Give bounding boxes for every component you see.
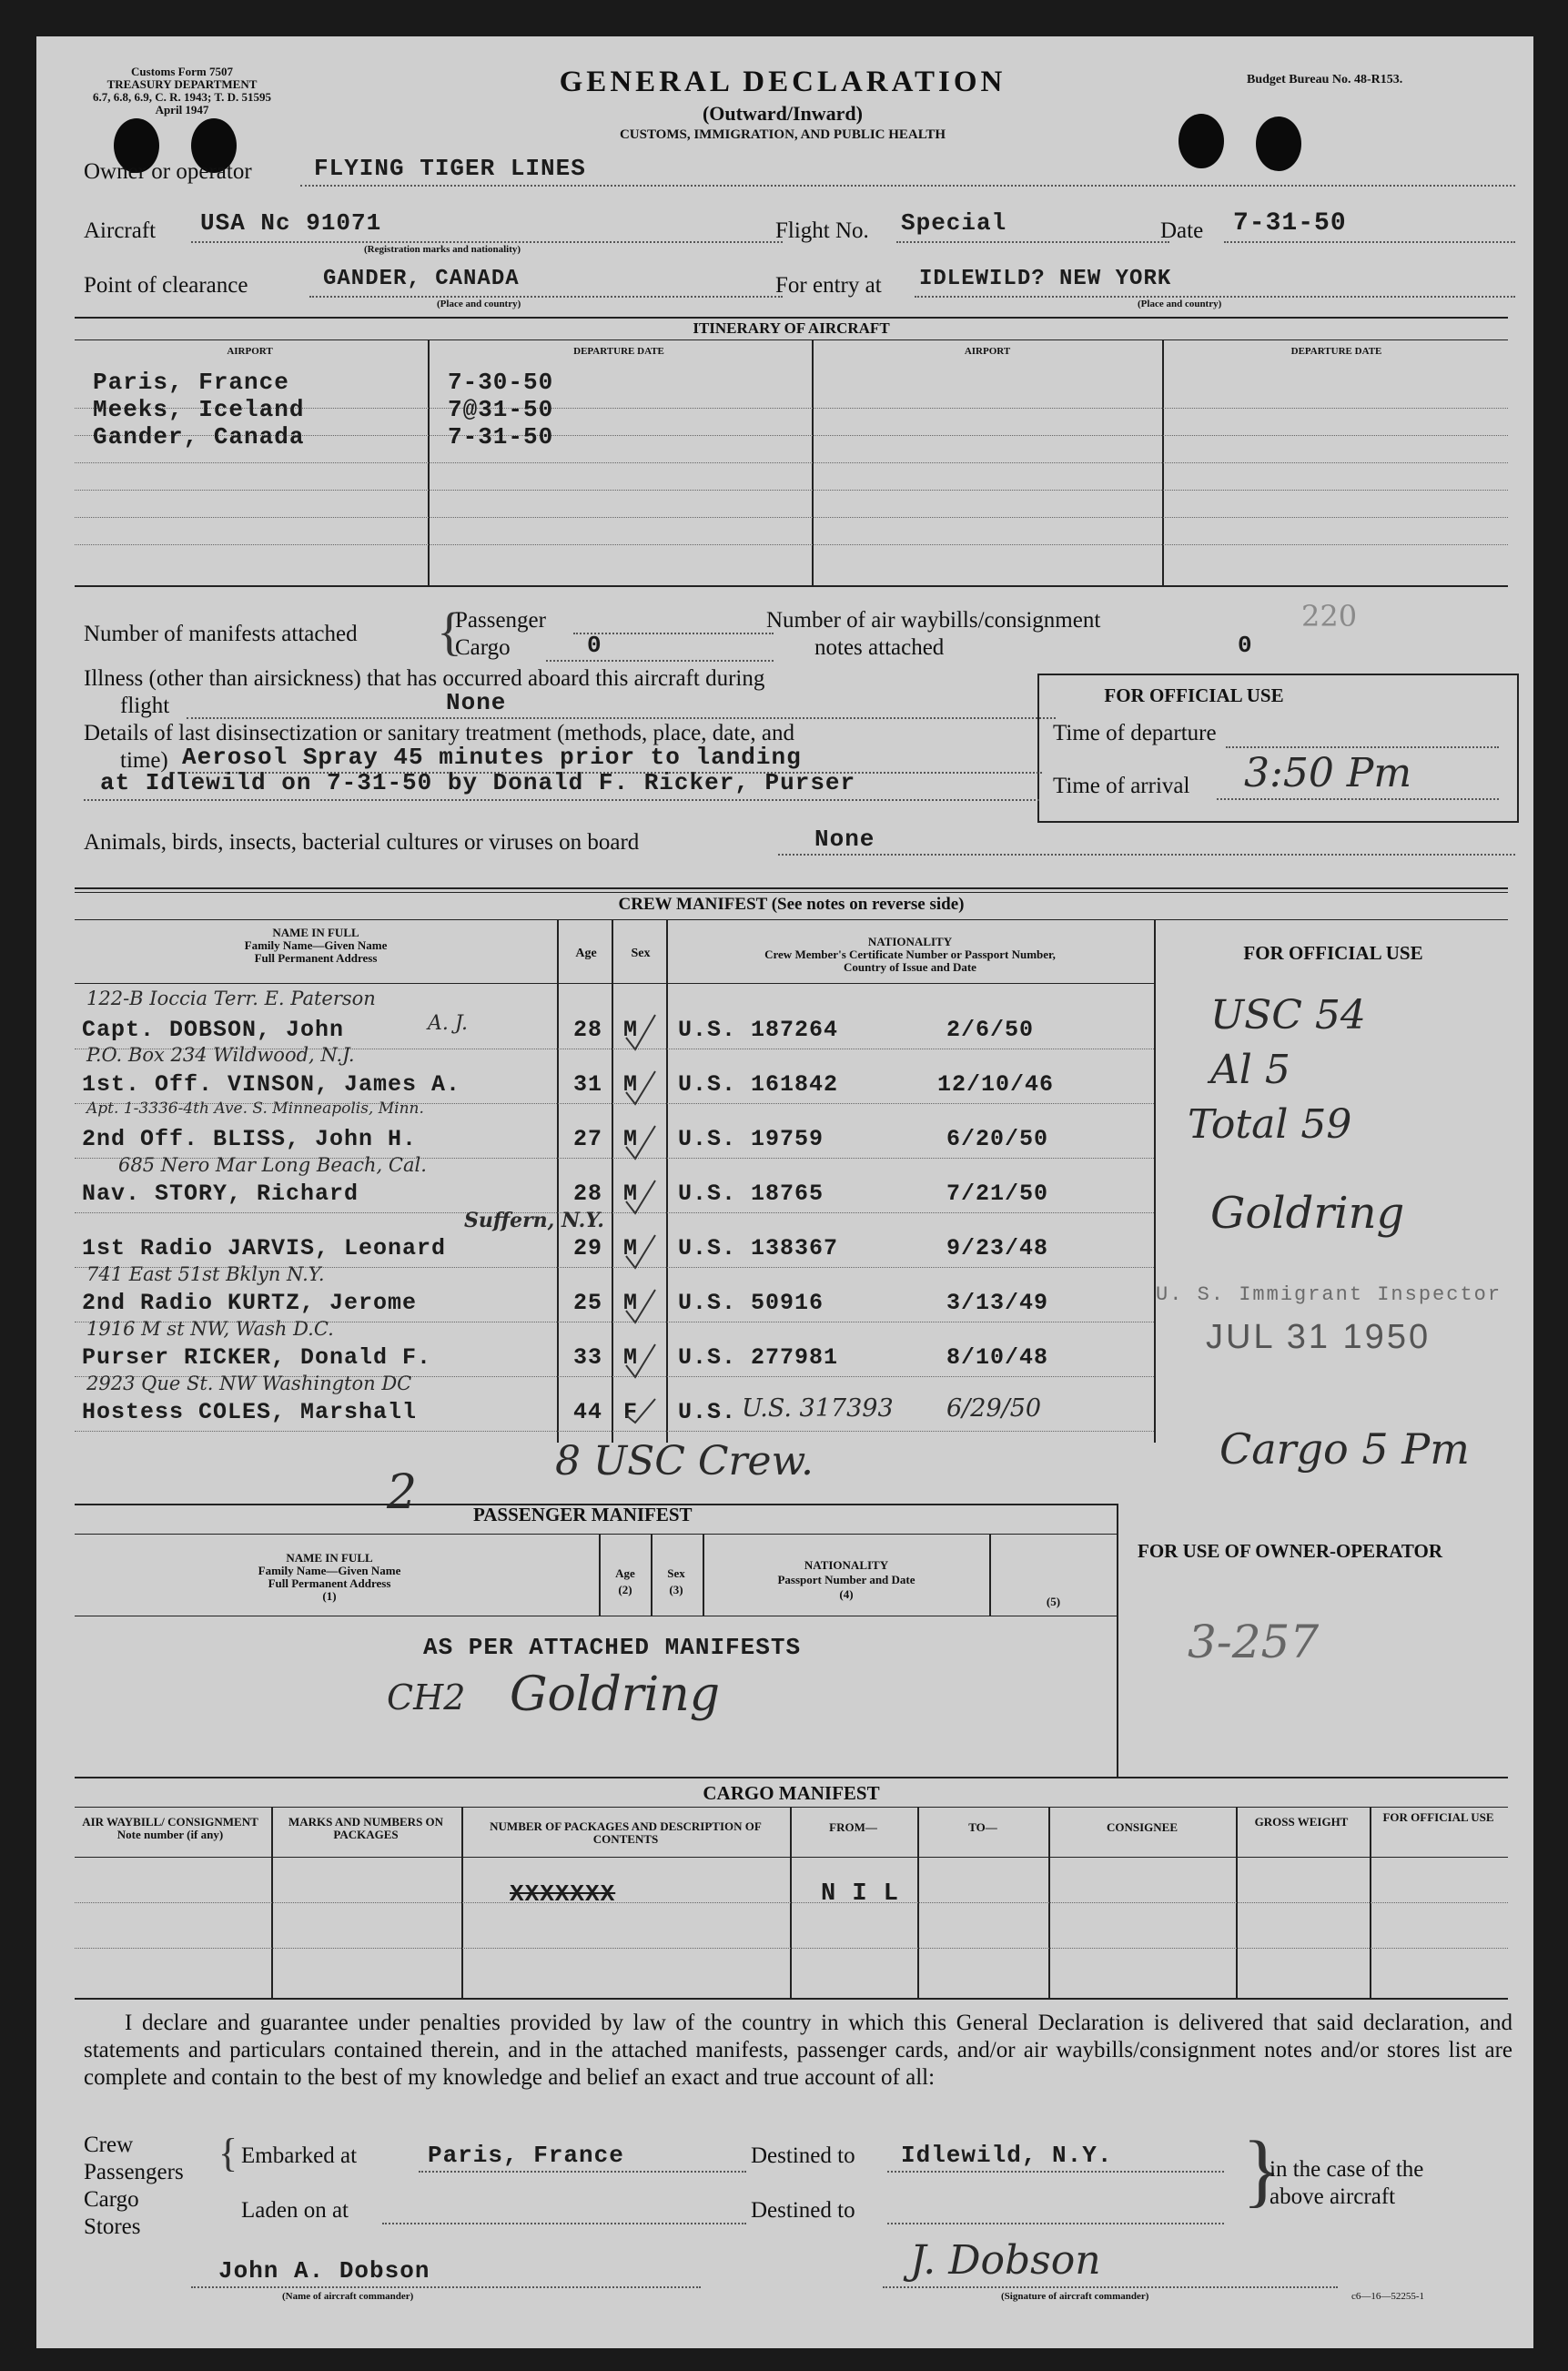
crew-sex: M <box>623 1290 639 1316</box>
crew-address: 685 Nero Mar Long Beach, Cal. <box>118 1154 427 1176</box>
form-id <box>73 66 291 117</box>
crew-name: 1st. Off. VINSON, James A. <box>82 1071 461 1098</box>
passenger-col-nat-num: (4) <box>839 1587 854 1601</box>
crew-title: CREW MANIFEST (See notes on reverse side) <box>618 895 965 914</box>
waybills-faint-number: 220 <box>1301 599 1358 633</box>
cargo-count-value: 0 <box>587 632 602 659</box>
crew-sex: M <box>623 1235 639 1261</box>
passenger-col-name-sub: Family Name—Given Name <box>258 1564 401 1577</box>
cargo-col-to: TO— <box>968 1820 997 1834</box>
crew-address: P.O. Box 234 Wildwood, N.J. <box>86 1044 355 1066</box>
form-title: GENERAL DECLARATION <box>559 66 1007 98</box>
owner-label: Owner or operator <box>84 159 252 184</box>
crew-sex: M <box>623 1071 639 1098</box>
passenger-col-nat-sub: Passport Number and Date <box>777 1573 916 1586</box>
passenger-col-age-num: (2) <box>618 1583 632 1596</box>
crew-sex: M <box>623 1180 639 1207</box>
animals-label: Animals, birds, insects, bacterial cultures or viruses on board <box>84 830 640 855</box>
entry-value: IDLEWILD? NEW YORK <box>919 267 1172 291</box>
cargo-col-packages: NUMBER OF PACKAGES AND DESCRIPTION OF CONTENTS <box>490 1819 762 1846</box>
crew-passport: U.S. 50916 <box>678 1290 824 1316</box>
category-crew: Crew <box>84 2133 134 2157</box>
category-passengers: Passengers <box>84 2160 184 2184</box>
illness-label-2: flight <box>120 694 170 718</box>
cargo-contents: XXXXXXX <box>510 1880 616 1908</box>
crew-passport-date: 6/29/50 <box>946 1394 1042 1423</box>
declaration-form <box>36 36 1533 2348</box>
print-code: c6—16—52255-1 <box>1351 2291 1425 2302</box>
passenger-count-handwritten: 2 <box>387 1465 418 1520</box>
crew-passport-date: 8/10/48 <box>946 1344 1049 1371</box>
crew-age: 27 <box>573 1126 603 1152</box>
form-agencies: CUSTOMS, IMMIGRATION, AND PUBLIC HEALTH <box>619 127 946 142</box>
passenger-signature: Goldring <box>510 1667 721 1722</box>
passenger-col-nat-title: NATIONALITY <box>804 1558 889 1572</box>
passenger-col-name-sub2: Full Permanent Address <box>268 1576 391 1590</box>
cargo-col-weight: GROSS WEIGHT <box>1254 1815 1349 1829</box>
commander-name: John A. Dobson <box>218 2257 430 2285</box>
passenger-count-label: Passenger <box>455 608 546 633</box>
passenger-col-age <box>602 1565 648 1598</box>
animals-value: None <box>814 826 875 853</box>
crew-passport-date: 7/21/50 <box>946 1180 1049 1207</box>
crew-col-name-sub: Family Name—Given Name <box>244 938 388 952</box>
crew-passport-prefix: U.S. <box>678 1399 737 1425</box>
crew-passport-date: 3/13/49 <box>946 1290 1049 1316</box>
itinerary-airport: Meeks, Iceland <box>93 396 305 423</box>
crew-col-nat-sub: Crew Member's Certificate Number or Passport Number, <box>764 947 1056 961</box>
waybills-label-2: notes attached <box>814 635 945 660</box>
disinsect-value-1: Aerosol Spray 45 minutes prior to landing <box>182 744 802 771</box>
department: TREASURY DEPARTMENT <box>106 77 258 91</box>
crew-name: 2nd Off. BLISS, John H. <box>82 1126 418 1152</box>
crew-name: 1st Radio JARVIS, Leonard <box>82 1235 447 1261</box>
crew-address: 741 East 51st Bklyn N.Y. <box>86 1263 325 1285</box>
itinerary-airport: Gander, Canada <box>93 423 305 451</box>
owner-operator-use: FOR USE OF OWNER-OPERATOR <box>1138 1540 1443 1562</box>
official-usc-count: USC 54 <box>1210 992 1366 1039</box>
crew-age: 28 <box>573 1017 603 1043</box>
arrival-time-label: Time of arrival <box>1053 774 1190 798</box>
destined-label: Destined to <box>751 2143 855 2168</box>
crew-name: Hostess COLES, Marshall <box>82 1399 418 1425</box>
immigrant-inspector-stamp: U. S. Immigrant Inspector <box>1156 1283 1502 1306</box>
crew-age: 25 <box>573 1290 603 1316</box>
disinsect-label: Details of last disinsectization or sanitary treatment (methods, place, date, and <box>84 721 794 745</box>
cargo-col-waybill: AIR WAYBILL/ CONSIGNMENT Note number (if any) <box>82 1815 258 1841</box>
crew-passport: U.S. 19759 <box>678 1126 824 1152</box>
declaration-categories <box>84 2132 184 2241</box>
crew-address: Suffern, N.Y. <box>464 1209 604 1232</box>
cargo-from: N I L <box>821 1880 900 1908</box>
crew-address: 2923 Que St. NW Washington DC <box>86 1373 412 1394</box>
crew-passport: U.S. 187264 <box>678 1017 839 1043</box>
declaration-text: I declare and guarantee under penalties provided by law of the country in which this General Declaration is delivered that said declaration, and statements and particulars contained therein, and in the attached manifests, passenger cards, and/or air waybills/consignment notes and/or stores list are complete and contain to the best of my knowledge and belief an exact and true account of all: <box>84 2011 1512 2090</box>
crew-age: 31 <box>573 1071 603 1098</box>
categories-brace: { <box>218 2131 238 2175</box>
crew-address: Apt. 1-3336-4th Ave. S. Minneapolis, Minn. <box>86 1099 424 1118</box>
cargo-title: CARGO MANIFEST <box>703 1782 880 1804</box>
inspection-date-stamp: JUL 31 1950 <box>1206 1318 1431 1356</box>
official-signature: Goldring <box>1210 1188 1405 1239</box>
official-use-box <box>1037 674 1519 823</box>
crew-col-name-sub2: Full Permanent Address <box>254 951 378 965</box>
passenger-col-name <box>75 1552 584 1603</box>
form-date: April 1947 <box>155 103 209 117</box>
itinerary-header-airport-2: AIRPORT <box>964 346 1011 357</box>
itinerary-header-airport: AIRPORT <box>227 346 273 357</box>
laden-label: Laden on at <box>241 2198 349 2223</box>
disinsect-label-2: time) <box>120 748 168 773</box>
embarked-label: Embarked at <box>241 2143 358 2168</box>
crew-passport: U.S. 18765 <box>678 1180 824 1207</box>
budget-number: Budget Bureau No. 48-R153. <box>1247 73 1403 86</box>
crew-name-handwritten: A. J. <box>428 1012 468 1035</box>
entry-label: For entry at <box>775 273 882 298</box>
passenger-col-age-title: Age <box>615 1566 635 1580</box>
crew-passport: U.S. 161842 <box>678 1071 839 1098</box>
passenger-col-sex <box>653 1565 699 1598</box>
itinerary-date: 7@31-50 <box>448 396 554 423</box>
crew-col-sex: Sex <box>631 947 651 960</box>
manifests-label: Number of manifests attached <box>84 622 358 646</box>
passenger-col-sex-num: (3) <box>669 1583 683 1596</box>
commander-signature-note: (Signature of aircraft commander) <box>1001 2291 1149 2302</box>
crew-col-name <box>75 927 557 965</box>
destined-label-2: Destined to <box>751 2198 855 2223</box>
crew-passport: U.S. 317393 <box>742 1394 894 1423</box>
itinerary-airport: Paris, France <box>93 369 289 396</box>
aircraft-value: USA Nc 91071 <box>200 209 382 237</box>
itinerary-date: 7-31-50 <box>448 423 554 451</box>
punch-hole <box>1179 114 1224 168</box>
flight-label: Flight No. <box>775 218 869 243</box>
cargo-count-label: Cargo <box>455 635 511 660</box>
form-number: Customs Form 7507 <box>131 65 233 78</box>
cargo-col-marks: MARKS AND NUMBERS ON PACKAGES <box>288 1815 444 1841</box>
category-cargo: Cargo <box>84 2187 139 2212</box>
crew-age: 33 <box>573 1344 603 1371</box>
category-stores: Stores <box>84 2214 141 2239</box>
official-total-count: Total 59 <box>1188 1101 1352 1148</box>
owner-value: FLYING TIGER LINES <box>314 155 586 182</box>
disinsect-value-2: at Idlewild on 7-31-50 by Donald F. Ricker, Purser <box>100 769 856 796</box>
crew-col-nat-title: NATIONALITY <box>867 935 953 948</box>
official-alien-count: Al 5 <box>1210 1047 1290 1093</box>
crew-total-handwritten: 8 USC Crew. <box>555 1438 814 1484</box>
departure-time-label: Time of departure <box>1053 721 1217 745</box>
regulation-refs: 6.7, 6.8, 6.9, C. R. 1943; T. D. 51595 <box>93 90 271 104</box>
passenger-handwritten-note: CH2 <box>387 1677 466 1717</box>
crew-name: Capt. DOBSON, John <box>82 1017 345 1043</box>
owner-operator-number: 3-257 <box>1188 1616 1320 1668</box>
official-use-title: FOR OFFICIAL USE <box>1104 684 1284 706</box>
case-brace: } <box>1242 2125 1282 2215</box>
passenger-col-num-1: (1) <box>322 1589 337 1603</box>
form-subtitle: (Outward/Inward) <box>702 102 863 125</box>
clearance-value: GANDER, CANADA <box>323 267 520 291</box>
arrival-time-value: 3:50 Pm <box>1244 750 1412 796</box>
clearance-label: Point of clearance <box>84 273 248 298</box>
aircraft-note: (Registration marks and nationality) <box>364 244 521 255</box>
waybills-value: 0 <box>1238 632 1253 659</box>
crew-sex: M <box>623 1126 639 1152</box>
clearance-note: (Place and country) <box>437 299 521 309</box>
crew-sex: F <box>623 1399 639 1425</box>
in-case-label-2: above aircraft <box>1270 2184 1396 2209</box>
crew-passport: U.S. 138367 <box>678 1235 839 1261</box>
cargo-col-from: FROM— <box>829 1820 877 1834</box>
passenger-col-name-title: NAME IN FULL <box>286 1551 373 1565</box>
crew-passport: U.S. 277981 <box>678 1344 839 1371</box>
attached-manifests: AS PER ATTACHED MANIFESTS <box>423 1634 802 1661</box>
illness-label: Illness (other than airsickness) that has occurred aboard this aircraft during <box>84 666 765 691</box>
crew-name: Nav. STORY, Richard <box>82 1180 359 1207</box>
date-value: 7-31-50 <box>1233 209 1347 238</box>
crew-passport-date: 9/23/48 <box>946 1235 1049 1261</box>
crew-age: 29 <box>573 1235 603 1261</box>
itinerary-date: 7-30-50 <box>448 369 554 396</box>
crew-col-official: FOR OFFICIAL USE <box>1243 942 1423 964</box>
commander-signature: J. Dobson <box>910 2237 1101 2284</box>
passenger-col-nationality <box>705 1558 987 1602</box>
embarked-value: Paris, France <box>428 2142 624 2169</box>
crew-address: 1916 M st NW, Wash D.C. <box>86 1318 334 1340</box>
passenger-col-sex-title: Sex <box>667 1566 685 1580</box>
manifests-brace: { <box>437 602 462 661</box>
cargo-time-handwritten: Cargo 5 Pm <box>1219 1424 1470 1474</box>
crew-sex: M <box>623 1344 639 1371</box>
crew-passport-date: 12/10/46 <box>937 1071 1055 1098</box>
crew-sex: M <box>623 1017 639 1043</box>
commander-name-note: (Name of aircraft commander) <box>282 2291 414 2302</box>
crew-name: 2nd Radio KURTZ, Jerome <box>82 1290 418 1316</box>
itinerary-header-date-2: DEPARTURE DATE <box>1290 346 1382 357</box>
in-case-label: in the case of the <box>1270 2157 1424 2182</box>
flight-value: Special <box>901 209 1007 237</box>
waybills-label: Number of air waybills/consignment <box>766 608 1101 633</box>
crew-passport-date: 2/6/50 <box>946 1017 1035 1043</box>
crew-col-nationality <box>669 936 1151 974</box>
cargo-col-official: FOR OFFICIAL USE <box>1382 1810 1494 1824</box>
aircraft-label: Aircraft <box>84 218 157 243</box>
illness-value: None <box>446 689 507 716</box>
crew-col-nat-sub2: Country of Issue and Date <box>844 960 976 974</box>
crew-col-name-title: NAME IN FULL <box>272 926 359 939</box>
passenger-title: PASSENGER MANIFEST <box>473 1504 693 1525</box>
crew-name: Purser RICKER, Donald F. <box>82 1344 432 1371</box>
crew-passport-date: 6/20/50 <box>946 1126 1049 1152</box>
itinerary-header-date: DEPARTURE DATE <box>573 346 664 357</box>
cargo-col-consignee: CONSIGNEE <box>1106 1820 1179 1834</box>
crew-age: 44 <box>573 1399 603 1425</box>
crew-col-age: Age <box>575 947 597 960</box>
date-label: Date <box>1160 218 1204 243</box>
entry-note: (Place and country) <box>1138 299 1222 309</box>
check-marks <box>619 988 673 1424</box>
passenger-col-5: (5) <box>1046 1595 1061 1608</box>
itinerary-title: ITINERARY OF AIRCRAFT <box>693 319 890 337</box>
punch-hole <box>1256 117 1301 171</box>
destined-value: Idlewild, N.Y. <box>901 2142 1113 2169</box>
crew-age: 28 <box>573 1180 603 1207</box>
crew-address: 122-B Ioccia Terr. E. Paterson <box>86 988 376 1009</box>
